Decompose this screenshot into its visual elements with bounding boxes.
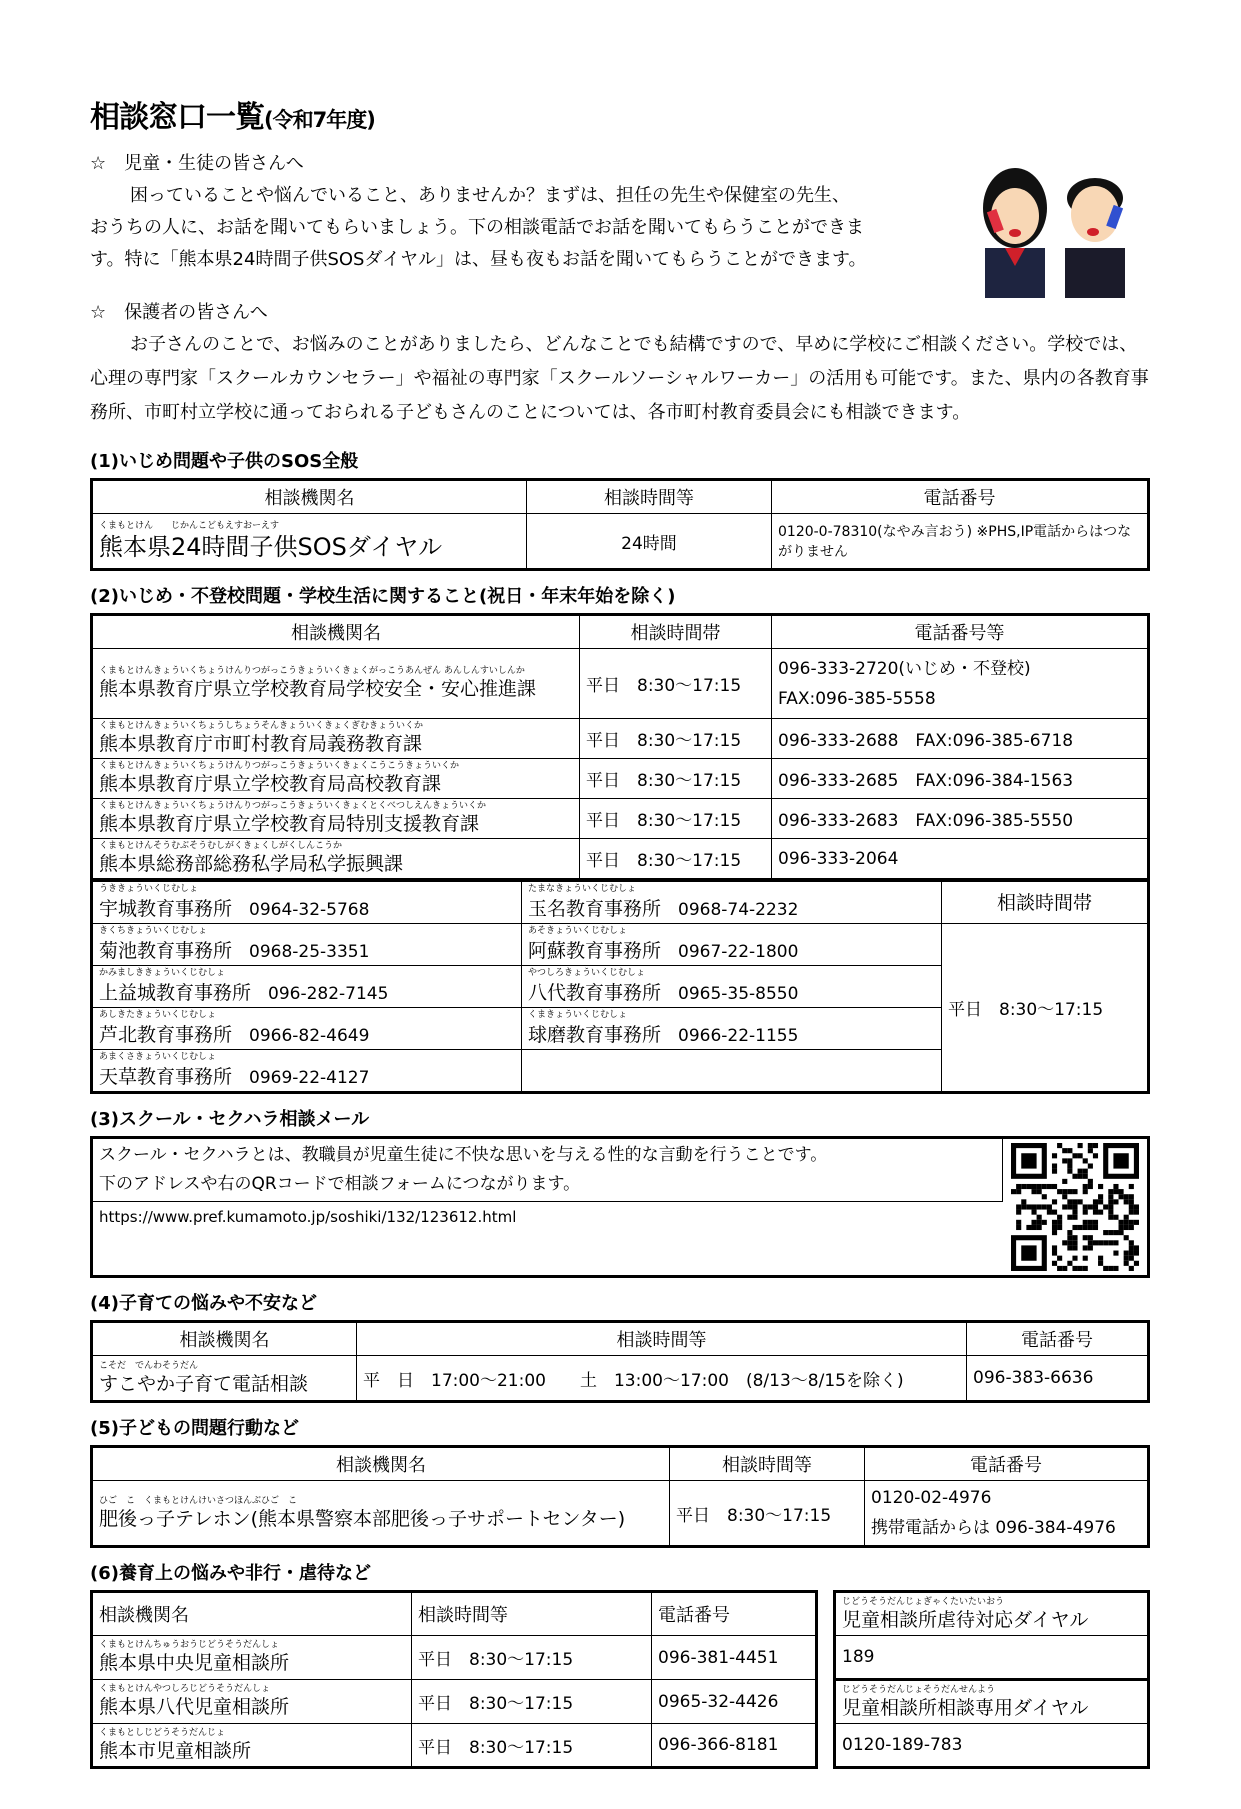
col-header: 相談機関名 xyxy=(92,615,580,649)
hours: 平日 8:30〜17:15 xyxy=(412,1636,652,1680)
childcare-table xyxy=(90,1320,1150,1403)
parents-heading: ☆ 保護者の皆さんへ xyxy=(90,302,268,323)
reading: あしきたきょういくじむしょ xyxy=(99,1010,217,1020)
org-name: 熊本県総務部総務私学局私学振興課 xyxy=(99,853,404,875)
students-text-1: 困っていることや悩んでいること、ありませんか？まずは、担任の先生や保健室の先生、 xyxy=(130,185,850,206)
qr-code[interactable] xyxy=(1011,1143,1139,1271)
table-row xyxy=(92,514,1149,570)
hours: 平日 8:30〜17:15 xyxy=(942,924,1149,1093)
students-on-phone-illustration xyxy=(970,148,1140,298)
col-header: 相談機関名 xyxy=(92,1592,412,1636)
col-header: 電話番号 xyxy=(772,480,1149,514)
reading: やつしろきょういくじむしょ xyxy=(528,968,646,978)
page-title: 相談窓口一覧(令和7年度) xyxy=(90,100,375,135)
col-header: 相談時間等 xyxy=(670,1447,865,1481)
dial-label: 児童相談所虐待対応ダイヤル xyxy=(842,1608,1089,1631)
col-header: 電話番号等 xyxy=(772,615,1149,649)
reading: くまもとけん じかんこどもえすおーえす xyxy=(99,520,280,531)
phone: 189 xyxy=(835,1636,1149,1680)
org-name: 熊本県教育庁県立学校教育局高校教育課 xyxy=(99,773,442,795)
org-name: 肥後っ子テレホン(熊本県警察本部肥後っ子サポートセンター) xyxy=(99,1507,626,1530)
table-row xyxy=(92,719,1149,759)
office-name: 天草教育事務所 xyxy=(99,1066,233,1088)
col-header: 相談時間帯 xyxy=(580,615,772,649)
hours: 平日 8:30〜17:15 xyxy=(412,1680,652,1724)
reading: たまなきょういくじむしょ xyxy=(528,884,637,894)
sekuhara-line-1: スクール・セクハラとは、教職員が児童生徒に不快な思いを与える性的な言動を行うことです。 xyxy=(99,1145,828,1165)
behavior-table xyxy=(90,1445,1150,1548)
hours: 平日 8:30〜17:15 xyxy=(580,649,772,719)
phone: 096-381-4451 xyxy=(652,1636,817,1680)
office-name: 阿蘇教育事務所 xyxy=(528,940,662,962)
reading: くまもとけんきょういくちょうけんりつがっこうきょういくきょくがっこうあんぜん あんしんすいしんか xyxy=(99,666,525,676)
intro xyxy=(90,148,1150,430)
reading: うききょういくじむしょ xyxy=(99,884,199,894)
org-name: 熊本市児童相談所 xyxy=(99,1739,252,1762)
hours: 平 日 17:00〜21:00 土 13:00〜17:00 (8/13〜8/15を除く) xyxy=(357,1356,967,1402)
reading: くまもとけんきょういくちょうしちょうそんきょういくきょくぎむきょういくか xyxy=(99,721,424,731)
phone: 096-282-7145 xyxy=(268,984,389,1004)
section-2-heading: (2)いじめ・不登校問題・学校生活に関すること(祝日・年末年始を除く) xyxy=(90,586,676,607)
table-row xyxy=(92,799,1149,839)
table-row xyxy=(92,1356,1149,1402)
org-name: 熊本県24時間子供SOSダイヤル xyxy=(99,532,443,561)
phone: 0965-32-4426 xyxy=(652,1680,817,1724)
students-text-3: す。特に「熊本県24時間子供SOSダイヤル」は、昼も夜もお話を聞いてもらうことができます。 xyxy=(90,249,867,270)
education-offices-table xyxy=(90,881,1150,1094)
reading: じどうそうだんじょそうだんせんよう xyxy=(842,1684,996,1695)
office-name: 菊池教育事務所 xyxy=(99,940,233,962)
col-header: 相談時間等 xyxy=(357,1322,967,1356)
col-header: 相談時間帯 xyxy=(942,882,1149,924)
col-header: 電話番号 xyxy=(967,1322,1149,1356)
section-3-heading: (3)スクール・セクハラ相談メール xyxy=(90,1109,370,1130)
section-6-heading: (6)養育上の悩みや非行・虐待など xyxy=(90,1563,371,1584)
parents-text: お子さんのことで、お悩みのことがありましたら、どんなことでも結構ですので、早めに学校にご相談ください。学校では、心理の専門家「スクールカウンセラー」や福祉の専門家「スクールソーシャルワーカー」の活用も可能です。また、県内の各教育事務所、市町村立学校に通っておられる子どもさんのことについては、各市町村教育委員会にも相談できます。 xyxy=(90,334,1149,423)
org-name: 熊本県教育庁県立学校教育局学校安全・安心推進課 xyxy=(99,678,537,700)
phone: 0968-25-3351 xyxy=(249,942,370,962)
phone: 0120-0-78310(なやみ言おう) ※PHS,IP電話からはつながりません xyxy=(772,514,1149,570)
section-4-heading: (4)子育ての悩みや不安など xyxy=(90,1293,317,1314)
table-row xyxy=(92,1481,1149,1547)
org-name: すこやか子育て電話相談 xyxy=(99,1372,309,1395)
mobile-phone: 携帯電話からは 096-384-4976 xyxy=(871,1518,1116,1538)
phone: 0967-22-1800 xyxy=(678,942,799,962)
org-name: 熊本県中央児童相談所 xyxy=(99,1652,290,1674)
phone: 096-333-2064 xyxy=(772,839,1149,880)
fax: FAX:096-385-5558 xyxy=(778,688,936,709)
table-row xyxy=(92,649,1149,719)
table-row xyxy=(92,759,1149,799)
dial-label: 児童相談所相談専用ダイヤル xyxy=(842,1696,1089,1719)
org-name: 熊本県教育庁県立学校教育局特別支援教育課 xyxy=(99,813,480,835)
office-name: 球磨教育事務所 xyxy=(528,1024,662,1046)
hours: 平日 8:30〜17:15 xyxy=(580,759,772,799)
hours: 平日 8:30〜17:15 xyxy=(412,1724,652,1768)
phone: 0120-189-783 xyxy=(835,1724,1149,1768)
reading: くまきょういくじむしょ xyxy=(528,1010,628,1020)
col-header: 電話番号 xyxy=(652,1592,817,1636)
reading: じどうそうだんじょぎゃくたいたいおう xyxy=(842,1596,1005,1607)
section-5-heading: (5)子どもの問題行動など xyxy=(90,1418,299,1439)
col-header: 相談機関名 xyxy=(92,1447,670,1481)
phone: 096-333-2720(いじめ・不登校) xyxy=(778,658,1031,679)
col-header: 電話番号 xyxy=(865,1447,1149,1481)
table-row xyxy=(92,839,1149,880)
hours: 平日 8:30〜17:15 xyxy=(580,719,772,759)
reading: くまもとけんきょういくちょうけんりつがっこうきょういくきょくとくべつしえんきょういくか xyxy=(99,801,487,811)
form-url-link[interactable]: https://www.pref.kumamoto.jp/soshiki/132/123612.html xyxy=(99,1208,517,1226)
reading: くまもとけんそうむぶそうむしがくきょくしがくしんこうか xyxy=(99,841,343,851)
reading: ひご こ くまもとけんけいさつほんぶひご こ xyxy=(99,1495,298,1506)
office-name: 宇城教育事務所 xyxy=(99,898,233,920)
table-row xyxy=(92,924,1149,966)
office-name: 八代教育事務所 xyxy=(528,982,662,1004)
sos-table xyxy=(90,478,1150,571)
reading: くまもとしじどうそうだんじょ xyxy=(99,1727,226,1738)
school-life-table xyxy=(90,613,1150,881)
hours: 平日 8:30〜17:15 xyxy=(580,799,772,839)
col-header: 相談機関名 xyxy=(92,1322,357,1356)
phone: 096-383-6636 xyxy=(967,1356,1149,1402)
reading: くまもとけんちゅうおうじどうそうだんしょ xyxy=(99,1640,280,1650)
col-header: 相談時間等 xyxy=(527,480,772,514)
table-row xyxy=(92,1724,817,1768)
hours: 24時間 xyxy=(527,514,772,570)
reading: きくちきょういくじむしょ xyxy=(99,926,208,936)
sekuhara-box xyxy=(90,1136,1150,1278)
office-name: 玉名教育事務所 xyxy=(528,898,662,920)
phone: 0964-32-5768 xyxy=(249,900,370,920)
reading: かみましききょういくじむしょ xyxy=(99,968,226,978)
section-1-heading: (1)いじめ問題や子供のSOS全般 xyxy=(90,451,359,472)
abuse-dial-box xyxy=(833,1590,1150,1769)
org-name: 熊本県八代児童相談所 xyxy=(99,1696,290,1718)
phone: 096-333-2683 FAX:096-385-5550 xyxy=(772,799,1149,839)
org-name: 熊本県教育庁市町村教育局義務教育課 xyxy=(99,733,423,755)
reading: くまもとけんやつしろじどうそうだんしょ xyxy=(99,1684,271,1694)
office-name: 芦北教育事務所 xyxy=(99,1024,233,1046)
phone: 0968-74-2232 xyxy=(678,900,799,920)
phone: 0969-22-4127 xyxy=(249,1068,370,1088)
students-text-2: おうちの人に、お話を聞いてもらいましょう。下の相談電話でお話を聞いてもらうことができま xyxy=(90,217,864,238)
phone: 096-333-2688 FAX:096-385-6718 xyxy=(772,719,1149,759)
table-row xyxy=(92,882,1149,924)
table-row xyxy=(92,1680,817,1724)
empty-cell xyxy=(522,1050,942,1093)
col-header: 相談機関名 xyxy=(92,480,527,514)
reading: あそきょういくじむしょ xyxy=(528,926,628,936)
child-guidance-table xyxy=(90,1590,818,1769)
reading: あまくさきょういくじむしょ xyxy=(99,1052,217,1062)
section-6-content xyxy=(90,1590,1150,1769)
hours: 平日 8:30〜17:15 xyxy=(670,1481,865,1547)
students-heading: ☆ 児童・生徒の皆さんへ xyxy=(90,153,304,174)
reading: くまもとけんきょういくちょうけんりつがっこうきょういくきょくこうこうきょういくか xyxy=(99,761,460,771)
phone: 0966-22-1155 xyxy=(678,1026,799,1046)
sekuhara-line-2: 下のアドレスや右のQRコードで相談フォームにつながります。 xyxy=(99,1174,581,1194)
phone: 096-366-8181 xyxy=(652,1724,817,1768)
col-header: 相談時間等 xyxy=(412,1592,652,1636)
phone: 0120-02-4976 xyxy=(871,1488,992,1508)
phone: 0965-35-8550 xyxy=(678,984,799,1004)
hours: 平日 8:30〜17:15 xyxy=(580,839,772,880)
office-name: 上益城教育事務所 xyxy=(99,982,252,1004)
table-row xyxy=(92,1636,817,1680)
phone: 0966-82-4649 xyxy=(249,1026,370,1046)
reading: こそだ でんわそうだん xyxy=(99,1360,199,1371)
phone: 096-333-2685 FAX:096-384-1563 xyxy=(772,759,1149,799)
